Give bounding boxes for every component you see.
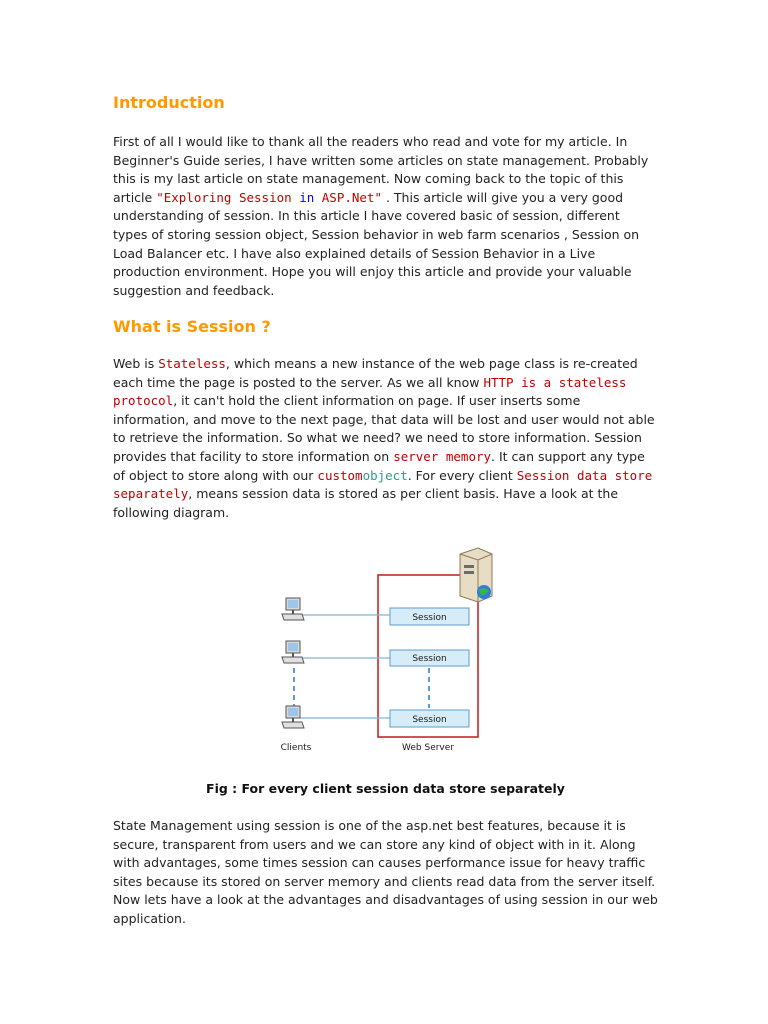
client-computer-icon	[282, 641, 304, 663]
session-label-2: Session	[412, 654, 447, 664]
what-is-session-paragraph	[113, 355, 658, 522]
session-box-1	[390, 608, 469, 625]
server-memory-code: server memory	[393, 448, 492, 464]
intro-text-2: . This article will give you a very good understanding of session. In this article I have covered basic of session, different types of storing session object, Session behavior in web farm scenarios , Session on Load Balancer etc. I have also explained details of Session Behavior in a Live production environment. Hope you will enjoy this article and provide your valuable suggestion and feedback.	[113, 189, 640, 298]
stateless-code: Stateless	[158, 356, 226, 371]
server-icon	[460, 548, 492, 602]
article-title-quote-open: "	[156, 189, 164, 205]
session-label-3: Session	[412, 715, 447, 725]
intro-text-1: First of all I would like to thank all the readers who read and vote for my article. In Beginner's Guide series, I have written some articles on state management. Probably this is my last article on state management. Now coming back to the topic of this article	[113, 134, 649, 205]
article-title-keyword: in	[299, 189, 315, 205]
client-computer-icon	[282, 598, 304, 620]
introduction-paragraph	[113, 133, 658, 300]
custom-code: custom	[317, 467, 363, 483]
introduction-heading: Introduction	[113, 93, 225, 112]
session-label-1: Session	[412, 613, 447, 623]
session-box-2	[390, 650, 469, 666]
what-text-1: Web is	[113, 356, 159, 371]
what-text-6: , means session data is stored as per client basis. Have a look at the following diagram.	[113, 486, 619, 520]
session-box-3	[390, 710, 469, 727]
what-is-session-heading: What is Session ?	[113, 317, 271, 336]
clients-label: Clients	[280, 743, 312, 753]
session-diagram	[270, 540, 510, 760]
state-management-paragraph: State Management using session is one of the asp.net best features, because it is secure, transparent from users and we can store any kind of object with in it. Along with advantages, some times session can causes performance issue for heavy traffic sites because its stored on server memory and clients read data from the server itself. Now lets have a look at the advantages and disadvantages of using session in our web application.	[113, 818, 658, 926]
client-computer-icon	[282, 706, 304, 728]
what-text-5: . For every client	[407, 467, 517, 483]
object-code: object	[362, 467, 408, 483]
article-title-quote-close: "	[374, 189, 382, 205]
article-title-code-1: Exploring Session	[163, 189, 300, 205]
figure-caption: Fig : For every client session data store separately	[206, 781, 565, 796]
web-server-label: Web Server	[402, 743, 454, 753]
what-text-2: , which means a new instance of the web page class is re-created each time the page is posted to the server. As we all know	[113, 356, 638, 390]
article-title-code-2: ASP.Net	[314, 189, 375, 205]
what-text-4: . It can support any type of object to store along with our	[113, 448, 645, 483]
what-text-3: , it can't hold the client information on page. If user inserts some information, and move to the next page, that data will be lost and user would not able to retrieve the information. So what we need? we need to store information. Session provides that facility to store information on	[113, 393, 655, 464]
session-separately-code: Session data store separately	[113, 467, 653, 502]
http-stateless-code: HTTP is a stateless protocol	[113, 374, 627, 409]
